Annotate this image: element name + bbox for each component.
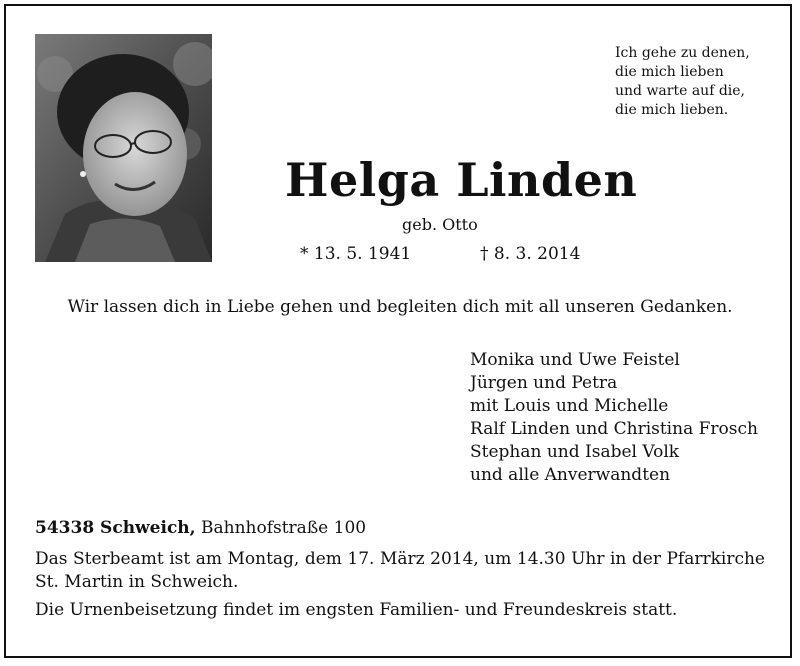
mourner-line: Monika und Uwe Feistel xyxy=(470,350,680,370)
mourner-line: mit Louis und Michelle xyxy=(470,396,669,416)
address xyxy=(35,518,366,538)
deceased-name: Helga Linden xyxy=(285,153,638,207)
born-name: geb. Otto xyxy=(402,215,478,234)
address-street: Bahnhofstraße 100 xyxy=(201,518,367,538)
death-date: † 8. 3. 2014 xyxy=(480,244,581,264)
motto-line: die mich lieben. xyxy=(615,102,729,118)
mourner-line: Ralf Linden und Christina Frosch xyxy=(470,419,758,439)
address-city: 54338 Schweich, xyxy=(35,518,196,538)
motto-line: die mich lieben xyxy=(615,64,724,80)
motto-verse xyxy=(615,44,750,120)
mourner-line: Jürgen und Petra xyxy=(470,373,618,393)
burial-notice: Die Urnenbeisetzung findet im engsten Familien- und Freundeskreis statt. xyxy=(35,600,678,620)
mourners-list xyxy=(470,349,758,487)
motto-line: Ich gehe zu denen, xyxy=(615,45,750,61)
farewell-text: Wir lassen dich in Liebe gehen und begleiten dich mit all unseren Gedanken. xyxy=(67,297,733,317)
motto-line: und warte auf die, xyxy=(615,83,745,99)
portrait-photo xyxy=(35,34,212,262)
birth-date: * 13. 5. 1941 xyxy=(300,244,412,264)
mourner-line: Stephan und Isabel Volk xyxy=(470,442,680,462)
mourner-line: und alle Anverwandten xyxy=(470,465,671,485)
service-notice: Das Sterbeamt ist am Montag, dem 17. März 2014, um 14.30 Uhr in der Pfarrkirche St. Martin in Schweich. xyxy=(35,549,765,592)
